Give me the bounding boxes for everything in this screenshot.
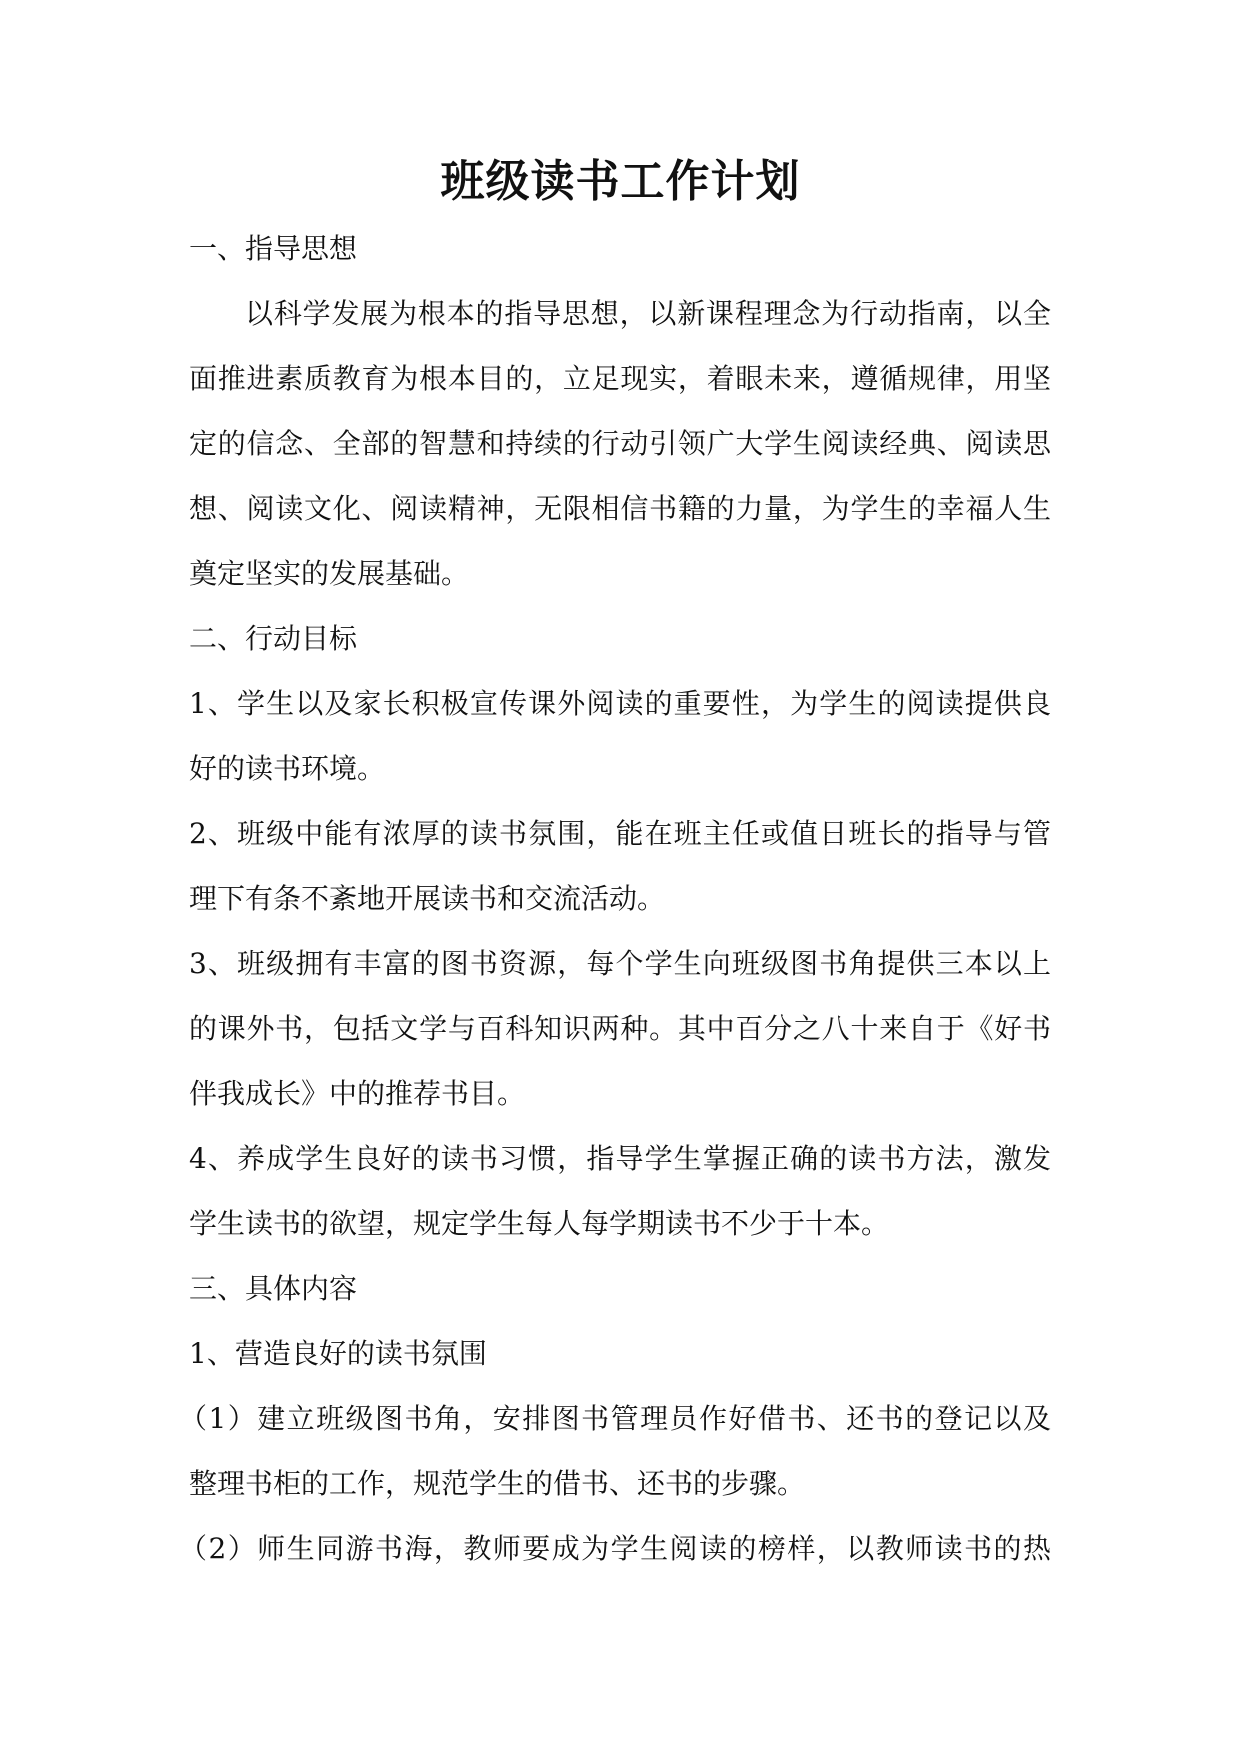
paragraph-line: 的课外书，包括文学与百科知识两种。其中百分之八十来自于《好书: [189, 1012, 1051, 1045]
paragraph-line: 1、学生以及家长积极宣传课外阅读的重要性，为学生的阅读提供良: [189, 687, 1051, 720]
subsection-heading: 1、营造良好的读书氛围: [189, 1337, 487, 1370]
section-heading: 一、指导思想: [189, 232, 358, 265]
document-body: [179, 221, 1051, 1586]
paragraph-line: 伴我成长》中的推荐书目。: [189, 1077, 526, 1110]
paragraph-line: 3、班级拥有丰富的图书资源，每个学生向班级图书角提供三本以上: [189, 947, 1051, 980]
document-title: 班级读书工作计划: [440, 156, 801, 207]
paragraph-line: （2）师生同游书海，教师要成为学生阅读的榜样，以教师读书的热: [179, 1532, 1051, 1565]
section-heading: 三、具体内容: [189, 1272, 358, 1305]
paragraph-line: 定的信念、全部的智慧和持续的行动引领广大学生阅读经典、阅读思: [189, 427, 1051, 460]
paragraph-line: 以科学发展为根本的指导思想，以新课程理念为行动指南，以全: [245, 297, 1051, 330]
paragraph-line: 面推进素质教育为根本目的，立足现实，着眼未来，遵循规律，用坚: [189, 362, 1051, 395]
paragraph-line: 想、阅读文化、阅读精神，无限相信书籍的力量，为学生的幸福人生: [189, 492, 1051, 525]
paragraph-line: 奠定坚实的发展基础。: [189, 557, 470, 590]
section-heading: 二、行动目标: [189, 622, 358, 655]
paragraph-line: 整理书柜的工作，规范学生的借书、还书的步骤。: [189, 1467, 806, 1500]
paragraph-line: 学生读书的欲望，规定学生每人每学期读书不少于十本。: [189, 1207, 890, 1240]
paragraph-line: 4、养成学生良好的读书习惯，指导学生掌握正确的读书方法，激发: [189, 1142, 1051, 1175]
paragraph-line: 理下有条不紊地开展读书和交流活动。: [189, 882, 666, 915]
paragraph-line: （1）建立班级图书角，安排图书管理员作好借书、还书的登记以及: [179, 1402, 1051, 1435]
paragraph-line: 2、班级中能有浓厚的读书氛围，能在班主任或值日班长的指导与管: [189, 817, 1051, 850]
paragraph-line: 好的读书环境。: [189, 752, 386, 785]
